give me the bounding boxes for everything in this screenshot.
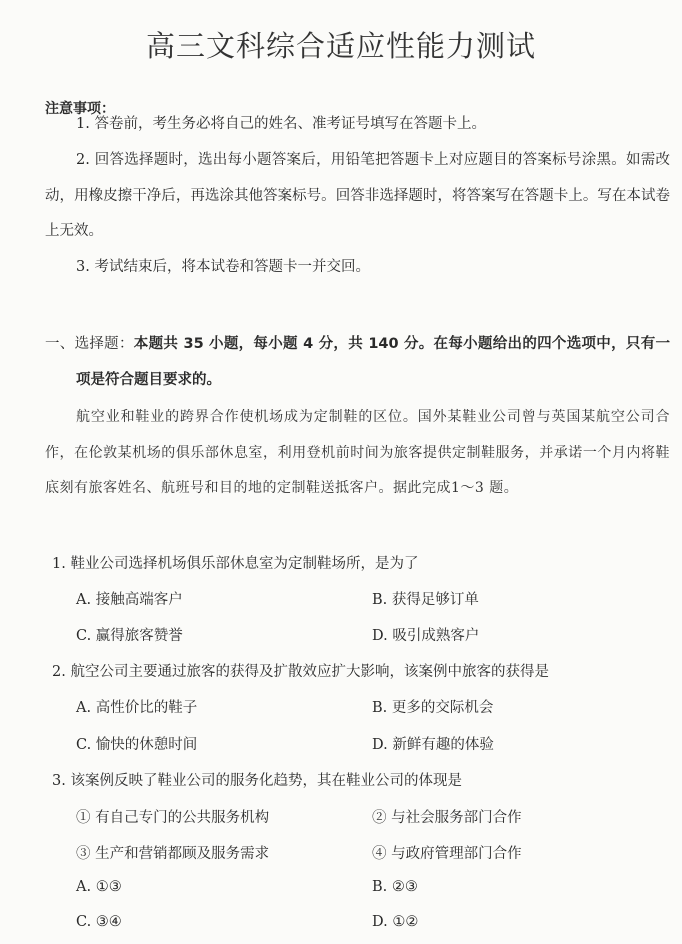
q1-option-a: A. 接触高端客户 xyxy=(76,592,183,608)
notice-item-3: 3. 考试结束后，将本试卷和答题卡一并交回。 xyxy=(76,259,370,275)
section-instruction: 本题共 35 小题，每小题 4 分，共 140 分。在每小题给出的四个选项中，只有一项是符合题目要求的。 xyxy=(76,336,670,388)
q1-option-b: B. 获得足够订单 xyxy=(372,592,479,608)
q2-option-a: A. 高性价比的鞋子 xyxy=(76,700,198,716)
notice-heading: 注意事项： xyxy=(45,101,115,117)
section-prefix: 一、选择题： xyxy=(45,336,134,352)
q3-option-b: B. ②③ xyxy=(372,879,418,895)
q1-option-c: C. 赢得旅客赞誉 xyxy=(76,628,183,644)
section-header xyxy=(45,327,670,398)
q3-statement-4: ④ 与政府管理部门合作 xyxy=(372,846,522,862)
reading-passage: 航空业和鞋业的跨界合作使机场成为定制鞋的区位。国外某鞋业公司曾与英国某航空公司合作，在伦敦某机场的俱乐部休息室，利用登机前时间为旅客提供定制鞋服务，并承诺一个月内将鞋底刻有旅客姓名、航班号和目的地的定制鞋送抵客户。据此完成1～3 题。 xyxy=(45,409,670,496)
question-2-stem: 2. 航空公司主要通过旅客的获得及扩散效应扩大影响，该案例中旅客的获得是 xyxy=(52,664,549,680)
question-3-stem: 3. 该案例反映了鞋业公司的服务化趋势，其在鞋业公司的体现是 xyxy=(52,773,462,789)
q3-statement-3: ③ 生产和营销都顾及服务需求 xyxy=(76,846,270,862)
notice-item-1: 1. 答卷前，考生务必将自己的姓名、准考证号填写在答题卡上。 xyxy=(76,116,486,132)
q3-option-c: C. ③④ xyxy=(76,914,122,930)
q3-statement-1: ① 有自己专门的公共服务机构 xyxy=(76,810,270,826)
q2-option-c: C. 愉快的休憩时间 xyxy=(76,737,198,753)
notice-item-2: 2. 回答选择题时，选出每小题答案后，用铅笔把答题卡上对应题目的答案标号涂黑。如需改动，用橡皮擦干净后，再选涂其他答案标号。回答非选择题时，将答案写在答题卡上。写在本试卷上无效。 xyxy=(45,152,670,239)
q2-option-b: B. 更多的交际机会 xyxy=(372,700,494,716)
question-1-stem: 1. 鞋业公司选择机场俱乐部休息室为定制鞋场所，是为了 xyxy=(52,556,419,572)
page-title: 高三文科综合适应性能力测试 xyxy=(145,29,536,63)
q2-option-d: D. 新鲜有趣的体验 xyxy=(372,737,494,753)
q3-statement-2: ② 与社会服务部门合作 xyxy=(372,810,522,826)
q1-option-d: D. 吸引成熟客户 xyxy=(372,628,480,644)
q3-option-d: D. ①② xyxy=(372,914,419,930)
q3-option-a: A. ①③ xyxy=(76,879,122,895)
